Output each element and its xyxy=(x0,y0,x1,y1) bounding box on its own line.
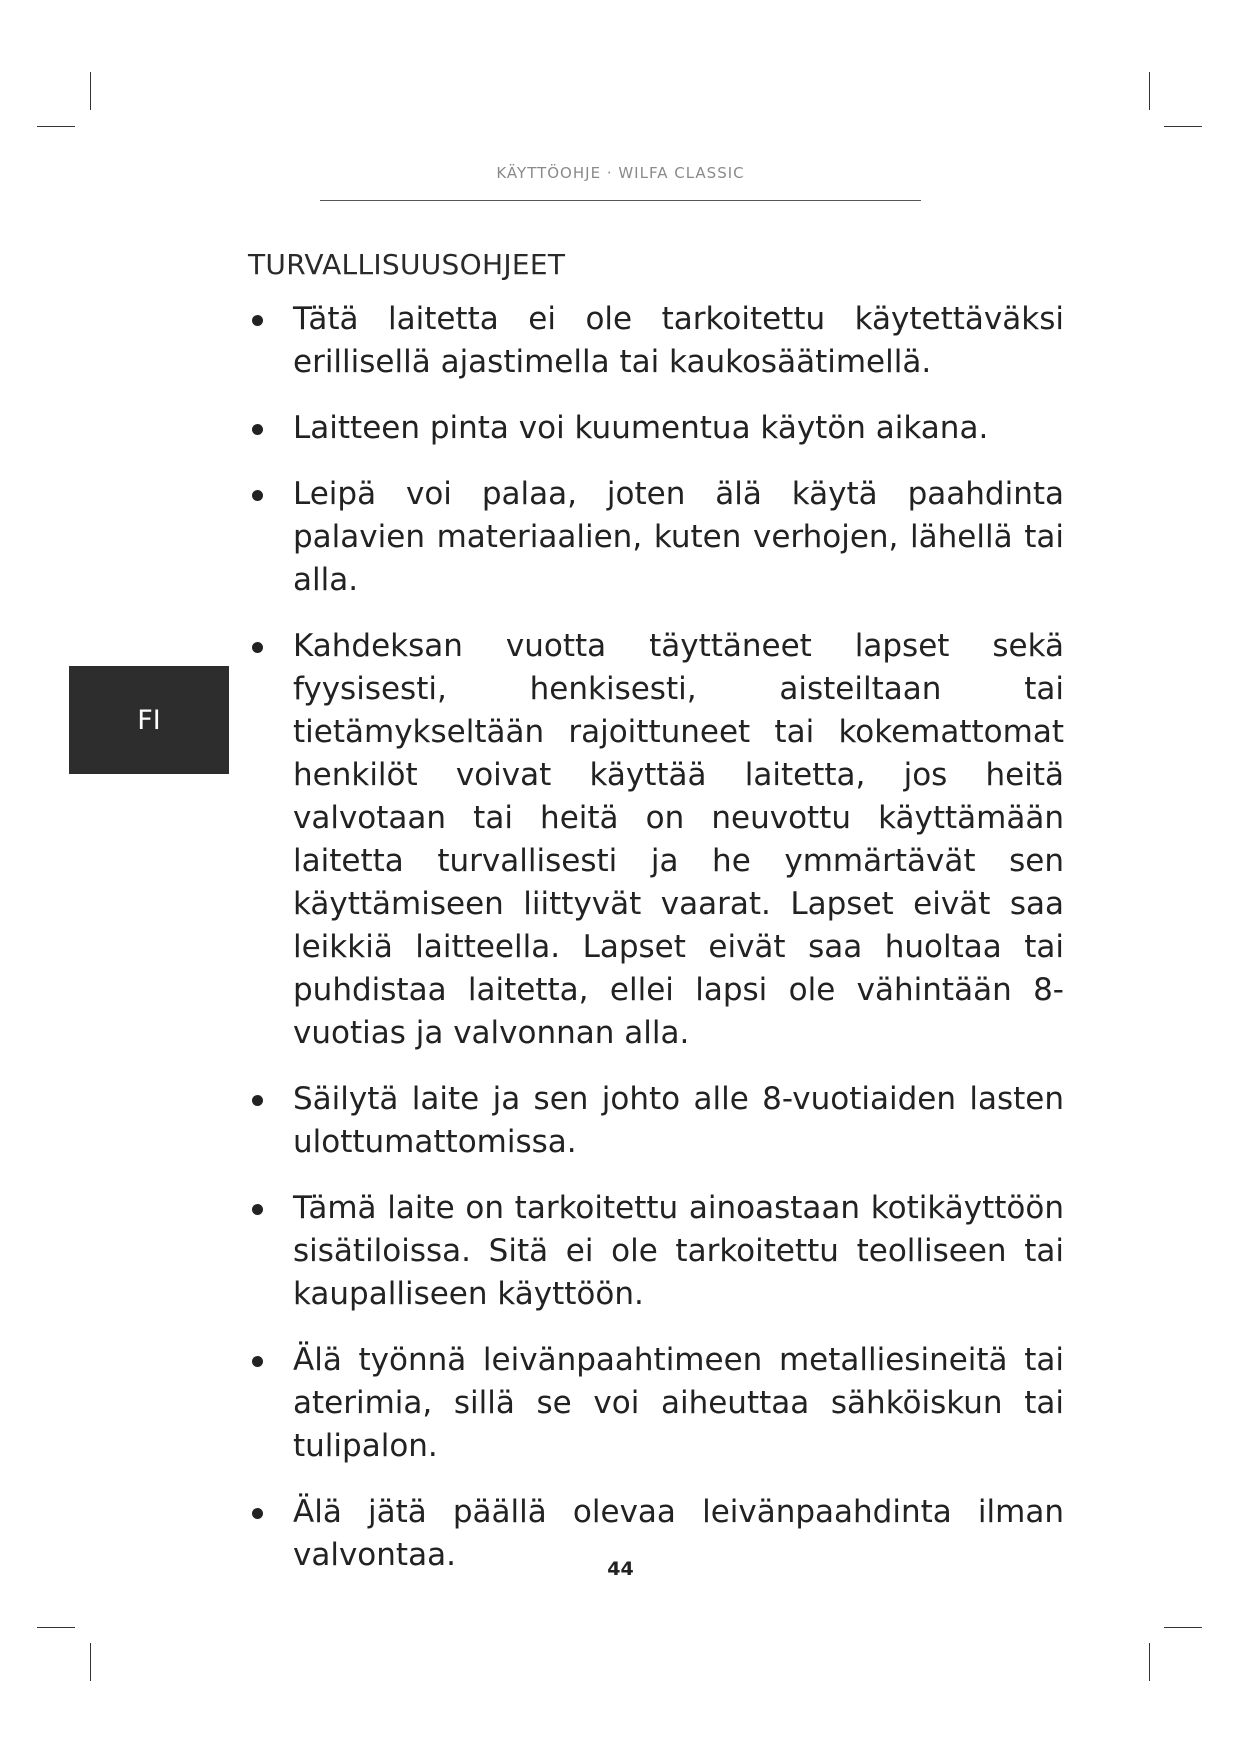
crop-mark-top-right-horizontal xyxy=(1164,126,1202,127)
safety-instruction-item: Älä jätä päällä olevaa leivänpaahdinta ilman valvontaa. xyxy=(248,1491,1064,1577)
safety-instructions-list xyxy=(248,298,1064,1600)
crop-mark-bottom-right-vertical xyxy=(1149,1643,1150,1681)
section-title: TURVALLISUUSOHJEET xyxy=(248,248,566,281)
crop-mark-bottom-right-horizontal xyxy=(1164,1627,1202,1628)
crop-mark-top-right-vertical xyxy=(1149,72,1150,110)
crop-mark-bottom-left-vertical xyxy=(90,1643,91,1681)
safety-instruction-item: Tämä laite on tarkoitettu ainoastaan kotikäyttöön sisätiloissa. Sitä ei ole tarkoitettu teolliseen tai kaupalliseen käyttöön. xyxy=(248,1187,1064,1316)
safety-instruction-item: Leipä voi palaa, joten älä käytä paahdinta palavien materiaalien, kuten verhojen, lähellä tai alla. xyxy=(248,473,1064,602)
crop-mark-top-left-horizontal xyxy=(37,126,75,127)
safety-instruction-item: Säilytä laite ja sen johto alle 8-vuotiaiden lasten ulottumattomissa. xyxy=(248,1078,1064,1164)
safety-instruction-item: Tätä laitetta ei ole tarkoitettu käytettäväksi erillisellä ajastimella tai kaukosäätimellä. xyxy=(248,298,1064,384)
safety-instruction-item: Älä työnnä leivänpaahtimeen metalliesineitä tai aterimia, sillä se voi aiheuttaa sähköiskun tai tulipalon. xyxy=(248,1339,1064,1468)
crop-mark-top-left-vertical xyxy=(90,72,91,110)
safety-instruction-item: Laitteen pinta voi kuumentua käytön aikana. xyxy=(248,407,1064,450)
page-number: 44 xyxy=(607,1558,634,1580)
safety-instruction-item: Kahdeksan vuotta täyttäneet lapset sekä fyysisesti, henkisesti, aisteiltaan tai tietämykseltään rajoittuneet tai kokemattomat henkilöt voivat käyttää laitetta, jos heitä valvotaan tai heitä on neuvottu käyttämään laitetta turvallisesti ja he ymmärtävät sen käyttämiseen liittyvät vaarat. Lapset eivät saa leikkiä laitteella. Lapset eivät saa huoltaa tai puhdistaa laitetta, ellei lapsi ole vähintään 8-vuotias ja valvonnan alla. xyxy=(248,625,1064,1055)
language-tab: FI xyxy=(69,666,229,774)
running-header: KÄYTTÖOHJE · WILFA CLASSIC xyxy=(496,164,745,182)
crop-mark-bottom-left-horizontal xyxy=(37,1627,75,1628)
header-divider xyxy=(320,200,921,201)
